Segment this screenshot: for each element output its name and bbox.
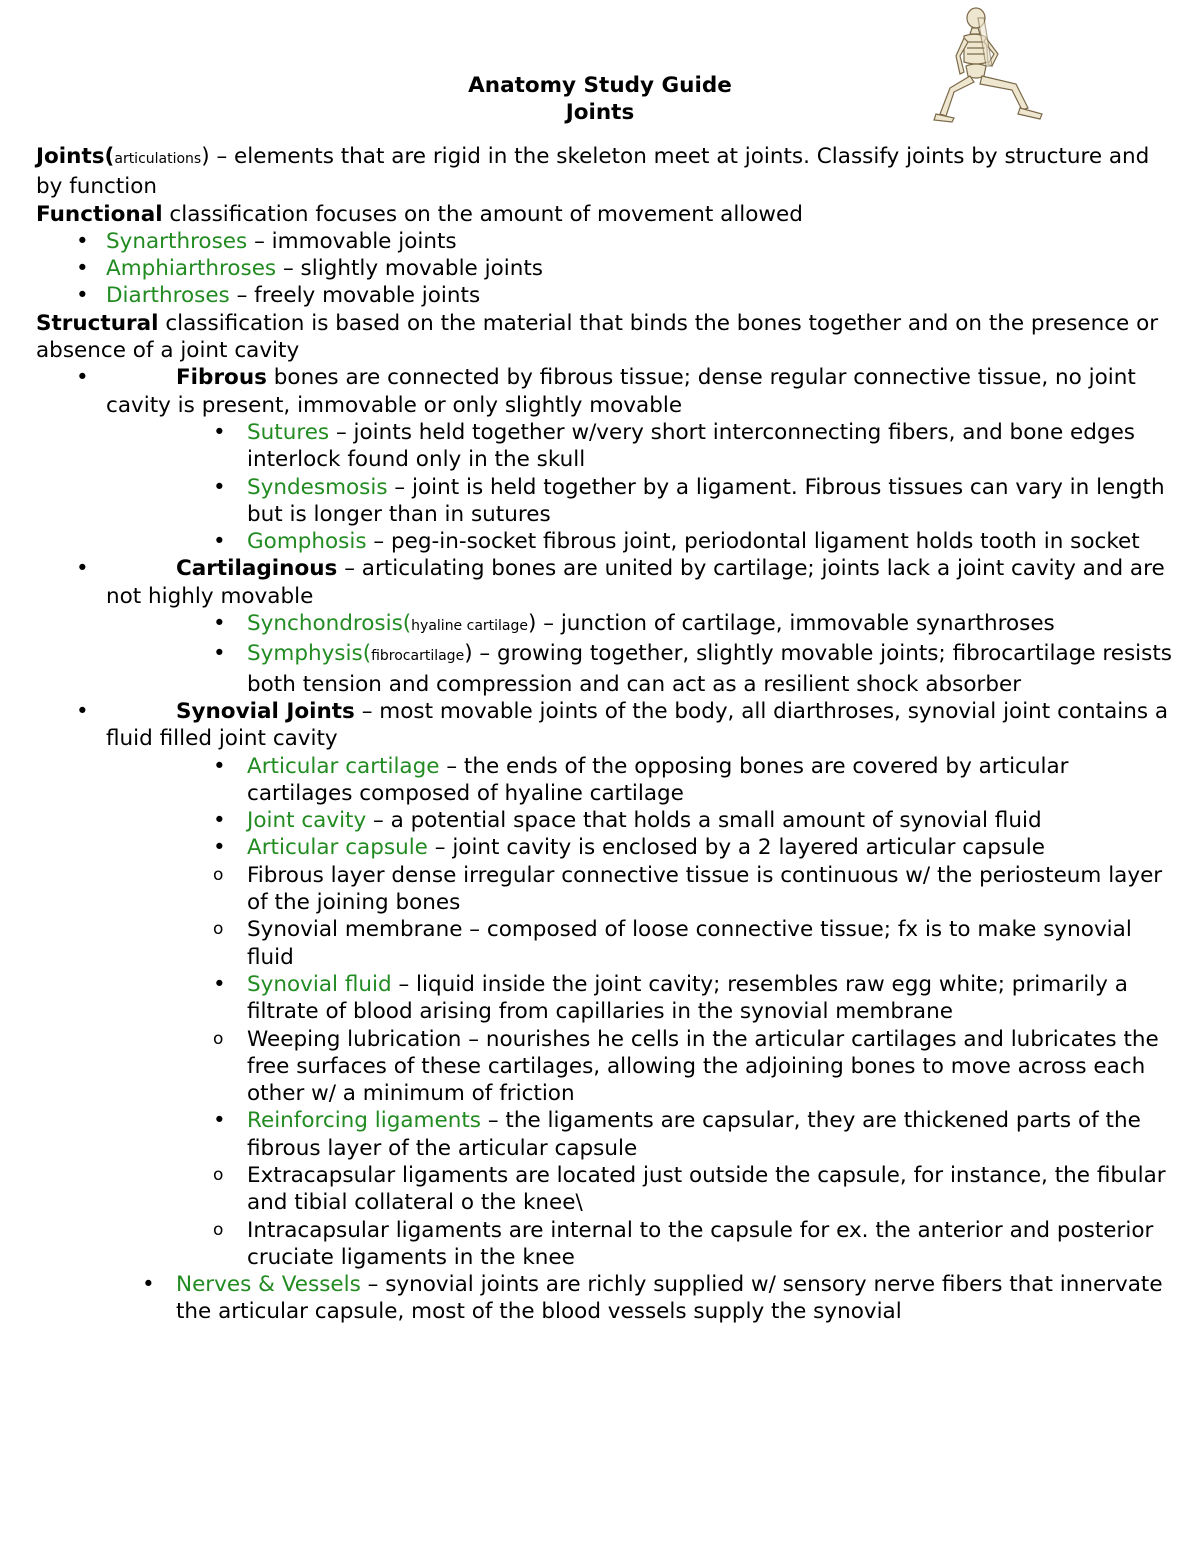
functional-term: Functional — [36, 201, 163, 227]
synchondrosis-text: ) – junction of cartilage, immovable synarthroses — [528, 611, 1055, 637]
synovial-fluid-text: – liquid inside the joint cavity; resembles raw egg white; primarily a filtrate of blood arising from capillaries in the synovial membrane — [247, 971, 1128, 1025]
extracapsular-text: Extracapsular ligaments are located just outside the capsule, for instance, the fibular and tibial collateral o the knee\ — [247, 1162, 1166, 1216]
list-item-fibrous — [36, 364, 1176, 419]
sutures-text: – joints held together w/very short interconnecting fibers, and bone edges interlock found only in the skull — [247, 419, 1136, 473]
title-line-1: Anatomy Study Guide — [468, 73, 732, 98]
structural-term: Structural — [36, 310, 159, 336]
reinforcing-ligaments-text: – the ligaments are capsular, they are thickened parts of the fibrous layer of the articular capsule — [247, 1108, 1141, 1161]
circle-bullet-icon: o — [213, 864, 224, 885]
bullet-icon: • — [213, 529, 226, 555]
bullet-icon: • — [76, 365, 89, 391]
list-item — [36, 1271, 1176, 1326]
cartilaginous-term: Cartilaginous — [176, 556, 338, 582]
articular-cartilage-text: – the ends of the opposing bones are covered by articular cartilages composed of hyaline cartilage — [247, 753, 1069, 806]
bullet-icon: • — [76, 228, 89, 254]
cartilaginous-text: – articulating bones are united by cartilage; joints lack a joint cavity and are not highly movable — [106, 556, 1165, 609]
list-item — [36, 228, 1176, 255]
intro-paragraph — [36, 143, 1176, 201]
intracapsular-text: Intracapsular ligaments are internal to the capsule for ex. the anterior and posterior cruciate ligaments in the knee — [247, 1217, 1154, 1270]
nerves-vessels-term: Nerves & Vessels — [176, 1272, 361, 1298]
bullet-icon: • — [213, 753, 226, 779]
list-item-synovial — [36, 698, 1176, 753]
list-item — [36, 1217, 1176, 1272]
synovial-fluid-term: Synovial fluid — [247, 971, 392, 997]
study-guide-body — [36, 143, 1176, 1326]
list-item — [36, 862, 1176, 917]
bullet-icon: • — [213, 641, 226, 667]
diarthroses-term: Diarthroses — [106, 283, 230, 309]
structural-paragraph — [36, 310, 1176, 365]
gomphosis-text: – peg-in-socket fibrous joint, periodontal ligament holds tooth in socket — [366, 529, 1140, 555]
fibrous-term: Fibrous — [176, 365, 267, 391]
fibrous-text: bones are connected by fibrous tissue; dense regular connective tissue, no joint cavity is present, immovable or only slightly movable — [106, 365, 1136, 418]
intro-text: ) – elements that are rigid in the skeleton meet at joints. Classify joints by structure and by function — [36, 144, 1150, 200]
symphysis-text: ) – growing together, slightly movable joints; fibrocartilage resists both tension and compression and can act as a resilient shock absorber — [247, 641, 1172, 697]
bullet-icon: • — [142, 1272, 155, 1298]
list-item — [36, 419, 1176, 474]
synovial-text: – most movable joints of the body, all diarthroses, synovial joint contains a fluid filled joint cavity — [106, 698, 1169, 752]
bullet-icon: • — [76, 283, 89, 309]
functional-text: classification focuses on the amount of movement allowed — [162, 201, 803, 227]
amphiarthroses-term: Amphiarthroses — [106, 256, 277, 282]
bullet-icon: • — [76, 556, 89, 582]
title-line-2: Joints — [565, 100, 635, 125]
diarthroses-text: – freely movable joints — [229, 283, 481, 309]
skeleton-illustration — [920, 4, 1080, 128]
synovial-term: Synovial Joints — [176, 698, 355, 724]
list-item — [36, 753, 1176, 808]
synchondrosis-note: hyaline cartilage — [411, 618, 529, 635]
articulations-note: articulations — [114, 151, 202, 167]
bullet-icon: • — [76, 698, 89, 724]
list-item — [36, 474, 1176, 529]
sutures-term: Sutures — [247, 419, 330, 445]
synchondrosis-term: Synchondrosis( — [247, 611, 412, 637]
list-item — [36, 282, 1176, 309]
bullet-icon: • — [213, 611, 226, 637]
list-item — [36, 971, 1176, 1026]
weeping-lubrication-text: Weeping lubrication – nourishes he cells in the articular cartilages and lubricates the free surfaces of these cartilages, allowing the adjoining bones to move across each other w/ a minimum of friction — [247, 1026, 1159, 1107]
bullet-icon: • — [213, 835, 226, 861]
joint-cavity-text: – a potential space that holds a small amount of synovial fluid — [366, 808, 1042, 834]
list-item — [36, 1026, 1176, 1108]
articular-capsule-term: Articular capsule — [247, 835, 428, 861]
circle-bullet-icon: o — [213, 1028, 224, 1049]
list-item — [36, 640, 1176, 698]
list-item — [36, 916, 1176, 971]
synovial-membrane-text: Synovial membrane – composed of loose connective tissue; fx is to make synovial fluid — [247, 917, 1132, 970]
list-item — [36, 255, 1176, 282]
bullet-icon: • — [213, 419, 226, 445]
articular-cartilage-term: Articular cartilage — [247, 753, 440, 779]
list-item — [36, 528, 1176, 555]
synarthroses-term: Synarthroses — [106, 228, 248, 254]
list-item — [36, 834, 1176, 861]
list-item — [36, 1162, 1176, 1217]
gomphosis-term: Gomphosis — [247, 529, 367, 555]
list-item-cartilaginous — [36, 555, 1176, 610]
symphysis-note: fibrocartilage — [371, 648, 465, 665]
bullet-icon: • — [213, 808, 226, 834]
circle-bullet-icon: o — [213, 919, 224, 940]
symphysis-term: Symphysis( — [247, 641, 372, 667]
articular-capsule-text: – joint cavity is enclosed by a 2 layered articular capsule — [427, 835, 1045, 861]
synarthroses-text: – immovable joints — [247, 228, 457, 254]
circle-bullet-icon: o — [213, 1219, 224, 1240]
functional-paragraph — [36, 201, 1176, 228]
bullet-icon: • — [213, 474, 226, 500]
list-item — [36, 610, 1176, 640]
bullet-icon: • — [76, 256, 89, 282]
bullet-icon: • — [213, 971, 226, 997]
structural-text: classification is based on the material that binds the bones together and on the presence or absence of a joint cavity — [36, 310, 1159, 364]
list-item — [36, 807, 1176, 834]
bullet-icon: • — [213, 1108, 226, 1134]
list-item — [36, 1107, 1176, 1162]
reinforcing-ligaments-term: Reinforcing ligaments — [247, 1108, 481, 1134]
syndesmosis-term: Syndesmosis — [247, 474, 388, 500]
amphiarthroses-text: – slightly movable joints — [276, 256, 543, 282]
syndesmosis-text: – joint is held together by a ligament. Fibrous tissues can vary in length but is longer than in sutures — [247, 474, 1165, 527]
circle-bullet-icon: o — [213, 1164, 224, 1185]
joints-term: Joints( — [36, 144, 115, 169]
fibrous-layer-text: Fibrous layer dense irregular connective tissue is continuous w/ the periosteum layer of the joining bones — [247, 862, 1163, 916]
joint-cavity-term: Joint cavity — [247, 808, 367, 834]
nerves-vessels-text: – synovial joints are richly supplied w/ sensory nerve fibers that innervate the articular capsule, most of the blood vessels supply the synovial — [176, 1272, 1163, 1325]
